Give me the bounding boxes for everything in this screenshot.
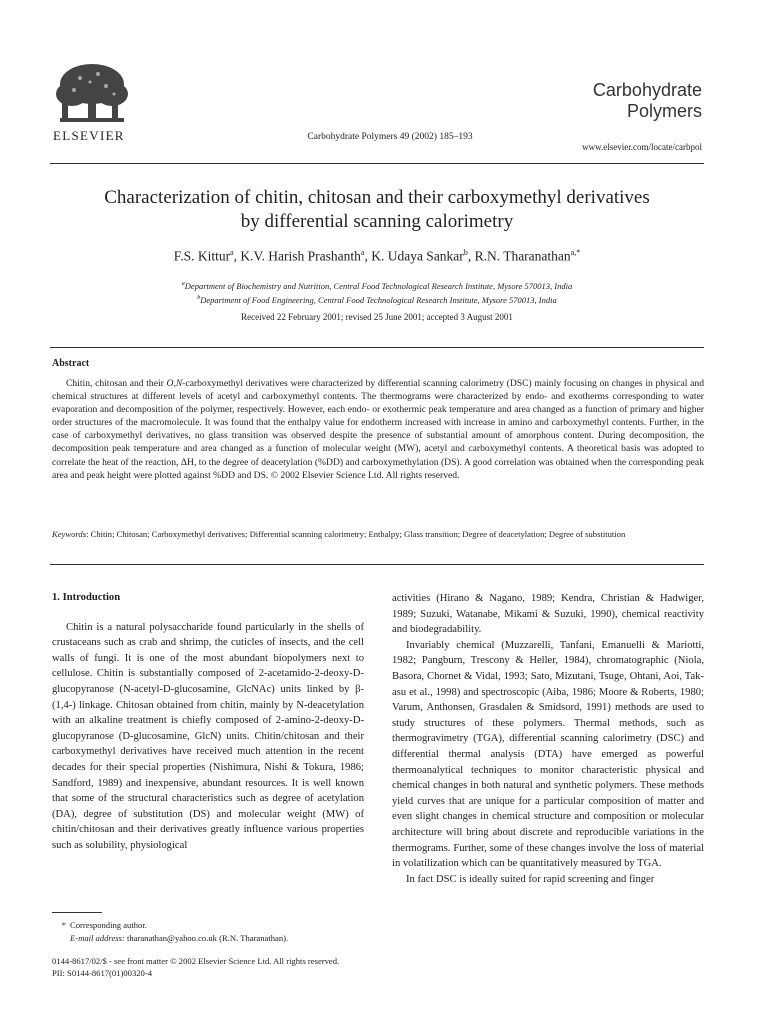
- body-paragraph: In fact DSC is ideally suited for rapid screening and finger: [406, 873, 655, 885]
- author-affiliation-mark: b: [463, 248, 468, 257]
- abstract-text-part: -carboxymethyl derivatives were characterized by differential scanning calorimetry (DSC) mainly focusing on changes in physical and chemical structures at different levels of acetyl and carboxymethyl contents. The thermograms were characterized by endo- and exotherms corresponding to water evaporation and decomposition of the polymer, respectively. However, each endo- or exothermic peak temperature and area changed as a function of primary and higher order structures of the macromolecule. It was found that the enthalpy value for endotherm increased with increase in amino and carboxymethyl contents. Further, in the case of carboxymethyl derivatives, no glass transition was observed despite the presence of substantial amount of amorphous content. During decomposition, the decomposition peak temperature and area changed as a function of molecular weight (MW), acetyl and carboxymethyl contents. A theoretical basis was adopted to correlate the heat of the reaction, ΔH, to the degree of deacetylation (%DD) and carboxymethylation (DS). A good correlation was obtained when the corresponding peak area and peak height were plotted against %DD and DS. © 2002 Elsevier Science Ltd. All rights reserved.: [52, 378, 704, 481]
- footnote-mark: *: [61, 920, 66, 930]
- affiliation-b: [50, 292, 704, 306]
- article-title: [50, 186, 704, 234]
- affiliation-mark: b: [197, 294, 201, 301]
- affiliations: [50, 278, 704, 306]
- front-matter: [52, 955, 339, 979]
- author-name: F.S. Kittur: [173, 248, 231, 264]
- journal-logo-line1: Carbohydrate: [592, 80, 702, 100]
- affiliation-a: [50, 278, 704, 292]
- author-name: R.N. Tharanathan: [474, 248, 571, 264]
- abstract-text-italic: O,N: [166, 378, 183, 389]
- footnote-text: Corresponding author.: [70, 920, 147, 930]
- author-affiliation-mark: a,*: [570, 248, 581, 257]
- author-affiliation-mark: a: [360, 248, 365, 257]
- left-column: [52, 590, 364, 854]
- received-dates: Received 22 February 2001; revised 25 June 2001; accepted 3 August 2001: [241, 312, 513, 322]
- title-line-2: by differential scanning calorimetry: [240, 211, 514, 232]
- keywords-divider: [50, 564, 704, 565]
- copyright-line: 0144-8617/02/$ - see front matter © 2002 Elsevier Science Ltd. All rights reserved.: [52, 956, 340, 966]
- affiliation-mark: a: [181, 281, 185, 287]
- footnote: [52, 919, 382, 945]
- email-address[interactable]: tharanathan@yahoo.co.uk (R.N. Tharanathan).: [124, 933, 289, 943]
- publisher-name: ELSEVIER: [53, 128, 125, 143]
- title-line-1: Characterization of chitin, chitosan and their carboxymethyl derivatives: [104, 187, 650, 208]
- journal-logo-line2: Polymers: [626, 101, 702, 121]
- keywords-label: Keywords: [52, 529, 87, 539]
- keywords-text: : Chitin; Chitosan; Carboxymethyl derivatives; Differential scanning calorimetry; Enthalpy; Glass transition; Degree of deacetylation; Degree of substitution: [86, 529, 626, 539]
- author-affiliation-mark: a: [230, 248, 234, 257]
- keywords: [52, 528, 704, 540]
- journal-citation: Carbohydrate Polymers 49 (2002) 185–193: [307, 132, 473, 142]
- journal-url[interactable]: www.elsevier.com/locate/carbpol: [582, 142, 702, 152]
- abstract-divider: [50, 347, 704, 348]
- abstract-text-part: Chitin, chitosan and their: [66, 378, 167, 389]
- body-paragraph: Invariably chemical (Muzzarelli, Tanfani, Emanuelli & Mariotti, 1982; Pangburn, Trescony & Heller, 1984), chromatographic (Niola, Basora, Chornet & Vidal, 1993; Sato, Mizutani, Tsuge, Ohtani, Aoi, Tak-asu et al., 1998) and spectroscopic (Aiba, 1986; Moore & Roberts, 1980; Varum, Anthonsen, Grasdalen & Smidsord, 1991) methods are used to study structures of these polymers. Thermal methods, such as thermogravimetry (TGA), differential scanning calorimetry (DSC) and differential thermal analysis (DTA) have emerged as powerful thermoanalytical techniques to monitor characteristic physical and chemical changes in both natural and synthetic polymers. These methods yield curves that are unique for a particular composition of matter and even slight changes in chemical structure and composition or molecular architecture will bring about discrete and reproducible variations in the thermograms. Further, some of these changes involve the loss of material in volatilization which can be quantitatively measured by TGA.: [392, 639, 704, 870]
- author-name: K. Udaya Sankar: [371, 248, 464, 264]
- affiliation-text: Department of Food Engineering, Central Food Technological Research Institute, Mysore 570013, India: [200, 294, 557, 305]
- journal-logo: [593, 80, 702, 122]
- affiliation-text: Department of Biochemistry and Nutrition, Central Food Technological Research Institute, Mysore 570013, India: [184, 280, 573, 291]
- author-list: F.S. Kittur$^a$, K.V. Harish Prashanth$^a$, K. Udaya Sankar$^b$, R.N. Tharanathan$^{a,*}$: [173, 248, 581, 264]
- author-name: K.V. Harish Prashanth: [240, 248, 361, 264]
- body-paragraph: Chitin is a natural polysaccharide found particularly in the shells of crustaceans such as crab and shrimp, the cuticles of insects, and the cell walls of fungi. It is one of the most abundant biopolymers next to cellulose. Chitin is substantially composed of 2-acetamido-2-deoxy-D-glucopyranose (N-acetyl-D-glucosamine, GlcNAc) units linked by β-(1,4-) linkage. Chitosan obtained from chitin, mainly by N-deacetylation with an alkaline treatment is chiefly composed of 2-amino-2-deoxy-D-glucopyranose (D-glucosamine, GlcN) units. Chitin/chitosan and their carboxymethyl derivatives have received much attention in the recent decades for their special properties (Nishimura, Nishi & Tokura, 1986; Sandford, 1989) and inexpensive, abundant resources. It is well known that some of the structural characteristics such as degree of acetylation (DA), degree of substitution (DS) and molecular weight (MW) of chitin/chitosan and their derivatives greatly influence various properties such as solubility, physiological: [52, 621, 364, 851]
- right-column: [392, 591, 704, 887]
- abstract-heading: Abstract: [52, 358, 90, 369]
- section-heading: 1. Introduction: [52, 592, 121, 603]
- abstract-text: [52, 377, 704, 482]
- email-label: E-mail address:: [70, 933, 125, 943]
- pii-line: PII: S0144-8617(01)00320-4: [52, 968, 153, 978]
- body-paragraph: activities (Hirano & Nagano, 1989; Kendra, Christian & Hadwiger, 1989; Suzuki, Watanabe, Mikami & Suzuki, 1990), chemical reactivity and biodegradability.: [392, 593, 704, 636]
- header-divider: [50, 163, 704, 164]
- footnote-divider: [52, 912, 102, 913]
